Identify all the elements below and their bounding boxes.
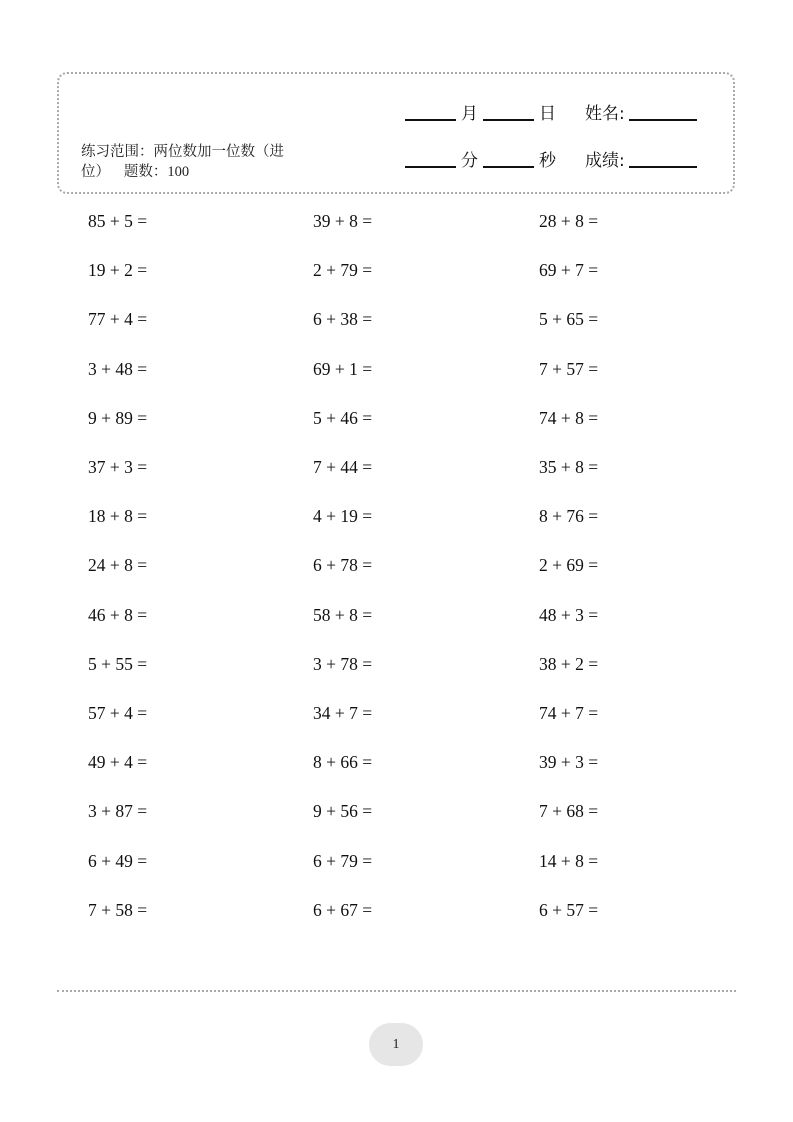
score-blank[interactable]: [629, 166, 697, 168]
name-blank[interactable]: [629, 119, 697, 121]
problem-item: 7 + 68 =: [539, 801, 599, 822]
problem-item: 39 + 3 =: [539, 752, 599, 773]
problem-item: 39 + 8 =: [313, 211, 373, 231]
problem-item: 38 + 2 =: [539, 653, 599, 674]
count-value: 100: [167, 164, 190, 180]
name-label: 姓名:: [585, 104, 625, 124]
problem-item: 74 + 7 =: [539, 703, 599, 723]
problem-item: 37 + 3 =: [88, 457, 148, 477]
problem-item: 6 + 57 =: [539, 899, 599, 920]
problem-item: 6 + 79 =: [313, 850, 373, 871]
second-blank[interactable]: [483, 166, 534, 168]
problem-item: 6 + 67 =: [313, 899, 373, 920]
month-blank[interactable]: [405, 119, 456, 121]
page-number-badge: [369, 1023, 423, 1066]
problem-item: 6 + 38 =: [313, 309, 373, 330]
problem-item: 18 + 8 =: [88, 506, 148, 527]
problem-item: 5 + 46 =: [313, 407, 373, 428]
problem-item: 7 + 58 =: [88, 899, 148, 920]
month-label: 月: [461, 104, 478, 124]
problem-item: 8 + 66 =: [313, 752, 373, 773]
minute-label: 分: [461, 151, 478, 171]
problem-item: 69 + 1 =: [313, 358, 373, 379]
problem-item: 34 + 7 =: [313, 703, 373, 723]
problem-item: 2 + 69 =: [539, 555, 599, 576]
problem-item: 19 + 2 =: [88, 260, 148, 281]
footer-divider: [57, 990, 736, 992]
problem-item: 48 + 3 =: [539, 604, 599, 625]
problem-item: 85 + 5 =: [88, 211, 148, 231]
problem-item: 9 + 56 =: [313, 801, 373, 822]
problem-item: 69 + 7 =: [539, 260, 599, 281]
practice-range: [81, 142, 321, 182]
day-blank[interactable]: [483, 119, 534, 121]
score-label: 成绩:: [585, 151, 625, 171]
problem-item: 2 + 79 =: [313, 260, 373, 281]
second-label: 秒: [539, 151, 556, 171]
problem-item: 3 + 78 =: [313, 653, 373, 674]
problem-item: 7 + 57 =: [539, 358, 599, 379]
problem-item: 14 + 8 =: [539, 850, 599, 871]
problem-item: 35 + 8 =: [539, 457, 599, 477]
problem-item: 49 + 4 =: [88, 752, 148, 773]
problem-item: 6 + 78 =: [313, 555, 373, 576]
problem-item: 3 + 48 =: [88, 358, 148, 379]
day-label: 日: [539, 104, 556, 124]
problem-item: 28 + 8 =: [539, 211, 599, 231]
minute-blank[interactable]: [405, 166, 456, 168]
count-label: 题数：: [123, 164, 168, 180]
problem-item: 24 + 8 =: [88, 555, 148, 576]
problem-item: 5 + 65 =: [539, 309, 599, 330]
header-box: [57, 72, 735, 194]
time-score-row: [405, 145, 697, 171]
problem-item: 6 + 49 =: [88, 850, 148, 871]
problem-item: 46 + 8 =: [88, 604, 148, 625]
date-name-row: [405, 98, 697, 124]
problem-item: 58 + 8 =: [313, 604, 373, 625]
problem-item: 5 + 55 =: [88, 653, 148, 674]
problem-item: 57 + 4 =: [88, 703, 148, 723]
problem-item: 77 + 4 =: [88, 309, 148, 330]
problem-item: 9 + 89 =: [88, 407, 148, 428]
problem-item: 74 + 8 =: [539, 407, 599, 428]
problem-item: 8 + 76 =: [539, 506, 599, 527]
page-number: 1: [392, 1036, 400, 1052]
range-label: 练习范围：两位数加一位数（进位）: [81, 144, 284, 180]
problem-item: 7 + 44 =: [313, 457, 373, 477]
problem-item: 4 + 19 =: [313, 506, 373, 527]
problem-item: 3 + 87 =: [88, 801, 148, 822]
